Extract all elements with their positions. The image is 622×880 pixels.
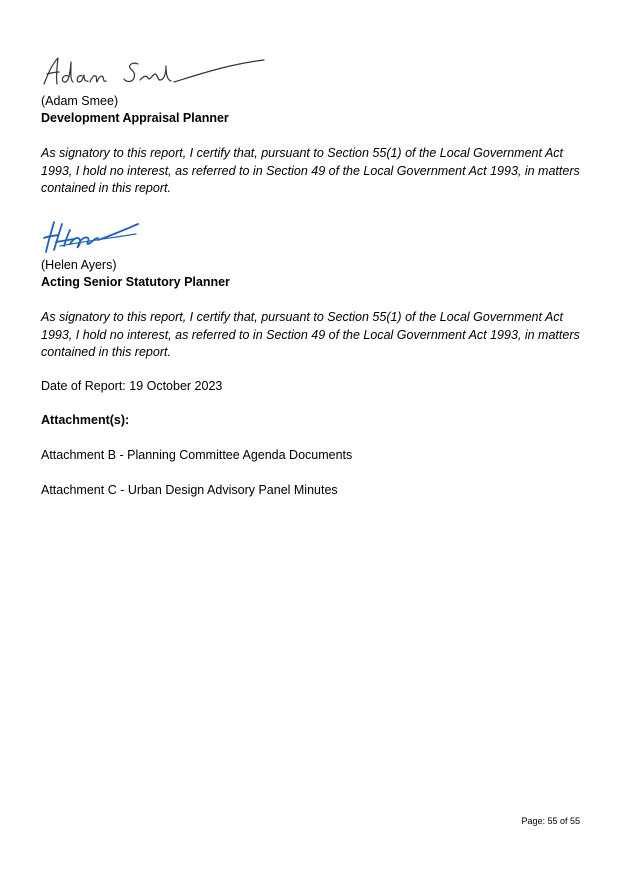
signature-helen-ayers	[40, 216, 144, 256]
certification-statement: As signatory to this report, I certify that, pursuant to Section 55(1) of the Local Government Act 1993, I hold no interest, as referred to in Section 49 of the Local Government Act 1993, in matters contained in this report.	[41, 146, 580, 195]
signatory-name: (Adam Smee)	[41, 94, 119, 108]
report-date: Date of Report: 19 October 2023	[41, 379, 223, 393]
attachment-item: Attachment B - Planning Committee Agenda Documents	[41, 448, 353, 462]
attachment-item: Attachment C - Urban Design Advisory Panel Minutes	[41, 483, 338, 497]
signatory-name: (Helen Ayers)	[41, 258, 117, 272]
signature-adam-smee	[40, 54, 270, 90]
signatory-role: Development Appraisal Planner	[41, 111, 229, 125]
page-number: Page: 55 of 55	[521, 816, 580, 826]
certification-statement: As signatory to this report, I certify that, pursuant to Section 55(1) of the Local Government Act 1993, I hold no interest, as referred to in Section 49 of the Local Government Act 1993, in matters contained in this report.	[41, 310, 580, 359]
signatory-role: Acting Senior Statutory Planner	[41, 275, 230, 289]
attachments-heading: Attachment(s):	[41, 413, 130, 427]
